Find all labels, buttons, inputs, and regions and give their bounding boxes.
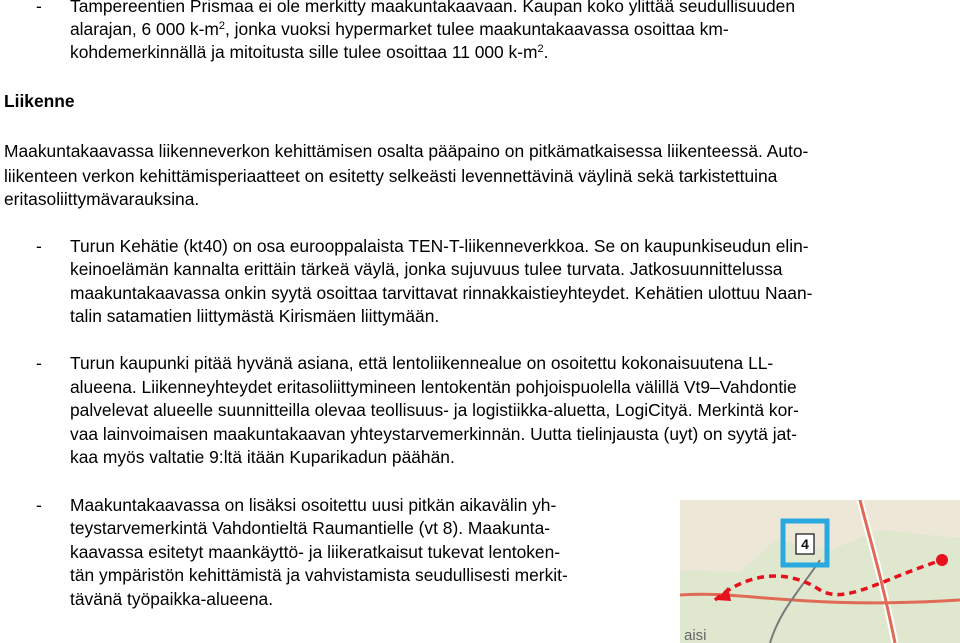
paragraph-line: Maakuntakaavassa liikenneverkon kehittämisen osalta pääpaino on pitkämatkaisessa liikenteessä. Auto- bbox=[4, 141, 809, 161]
paragraph-line: kaavassa esitetyt maankäyttö- ja liikeratkaisut tukevat lentoken- bbox=[70, 542, 561, 562]
paragraph-line: kaa myös valtatie 9:ltä itään Kuparikadun päähän. bbox=[70, 447, 455, 467]
superscript: 2 bbox=[537, 43, 544, 55]
section-heading: Liikenne bbox=[4, 91, 75, 111]
map-endpoint bbox=[936, 554, 948, 566]
map-place-label: aisi bbox=[684, 627, 707, 643]
paragraph-line: teystarvemerkintä Vahdontieltä Raumantielle (vt 8). Maakunta- bbox=[70, 518, 551, 538]
paragraph-line: alarajan, 6 000 $k-m^2$, jonka vuoksi hypermarket tulee maakuntakaavassa osoittaa km- bbox=[70, 19, 729, 39]
paragraph-line: Tampereentien Prismaa ei ole merkitty maakuntakaavaan. Kaupan koko ylittää seudullisuuden bbox=[70, 0, 796, 16]
map-svg bbox=[680, 500, 960, 643]
map-excerpt bbox=[680, 500, 960, 643]
paragraph-line: Maakuntakaavassa on lisäksi osoitettu uusi pitkän aikavälin yh- bbox=[70, 495, 557, 515]
paragraph-line: vaa lainvoimaisen maakuntakaavan yhteystarvemerkinnän. Uutta tielinjausta (uyt) on syytä jat- bbox=[70, 424, 797, 444]
bullet-dash: - bbox=[36, 236, 42, 256]
paragraph-line: tävänä työpaikka-alueena. bbox=[70, 589, 274, 609]
bullet-dash: - bbox=[36, 0, 42, 16]
paragraph-line: Turun Kehätie (kt40) on osa eurooppalaista TEN-T-liikenneverkkoa. Se on kaupunkiseudun elin- bbox=[70, 236, 809, 256]
paragraph-line: Turun kaupunki pitää hyvänä asiana, että lentoliikennealue on osoitettu kokonaisuutena LL- bbox=[70, 353, 774, 373]
bullet-dash: - bbox=[36, 353, 42, 373]
superscript: 2 bbox=[218, 20, 225, 32]
paragraph-line: liikenteen verkon kehittämisperiaatteet on esitetty selkeästi levennettävinä väylinä sekä tarkistettuina bbox=[4, 166, 778, 186]
paragraph-line: tän ympäristön kehittämistä ja vahvistamista seudullisesti merkit- bbox=[70, 565, 568, 585]
paragraph-line: alueena. Liikenneyhteydet eritasoliittymineen lentokentän pohjoispuolella välillä Vt9–Vahdontie bbox=[70, 377, 797, 397]
paragraph-line: maakuntakaavassa onkin syytä osoittaa tarvittavat rinnakkaistieyhteydet. Kehätien ulottuu Naan- bbox=[70, 283, 813, 303]
paragraph-line: palvelevat alueelle suunnitteilla olevaa teollisuus- ja logistiikka-aluetta, LogiCityä. Merkintä kor- bbox=[70, 400, 799, 420]
paragraph-line: eritasoliittymävarauksina. bbox=[4, 189, 200, 209]
map-marker-number: 4 bbox=[801, 536, 809, 552]
paragraph-line: kohdemerkinnällä ja mitoitusta sille tulee osoittaa 11 000 $k-m^2$. bbox=[70, 42, 549, 62]
paragraph-line: keinoelämän kannalta erittäin tärkeä väylä, jonka sujuvuus tulee turvata. Jatkosuunnittelussa bbox=[70, 259, 783, 279]
paragraph-line: talin satamatien liittymästä Kirismäen liittymään. bbox=[70, 306, 440, 326]
bullet-dash: - bbox=[36, 495, 42, 515]
